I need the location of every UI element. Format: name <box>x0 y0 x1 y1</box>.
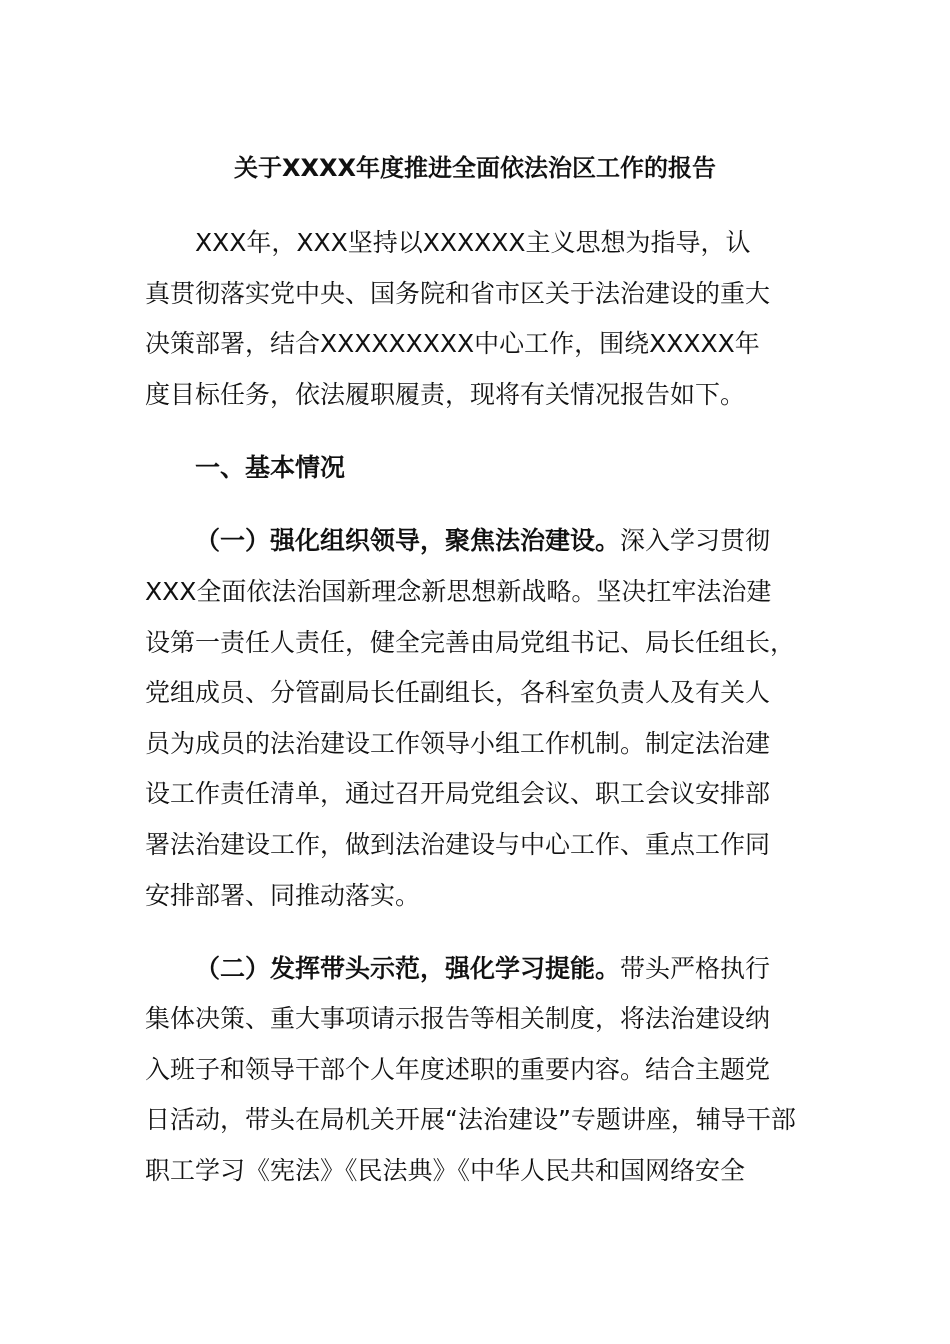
intro-line-3: 决策部署，结合XXXXXXXXX中心工作，围绕XXXXX年 <box>145 329 760 358</box>
sub1-line-5: 员为成员的法治建设工作领导小组工作机制。制定法治建 <box>145 729 771 758</box>
sub1-first-line <box>195 524 770 558</box>
intro-line-2: 真贯彻落实党中央、国务院和省市区关于法治建设的重大 <box>145 279 771 308</box>
sub1-line-3: 设第一责任人责任，健全完善由局党组书记、局长任组长， <box>145 628 796 657</box>
sub2-line-3: 入班子和领导干部个人年度述职的重要内容。结合主题党 <box>145 1055 771 1084</box>
sub2-line-5: 职工学习《宪法》《民法典》《中华人民共和国网络安全 <box>145 1156 746 1185</box>
sub2-first-line <box>195 952 770 986</box>
sub2-lead: （二）发挥带头示范，强化学习提能。 <box>195 954 621 983</box>
sub2-line-4: 日活动，带头在局机关开展“法治建设”专题讲座，辅导干部 <box>145 1105 796 1134</box>
sub1-line-2: XXX全面依法治国新理念新思想新战略。坚决扛牢法治建 <box>145 577 772 606</box>
section-heading: 一、基本情况 <box>195 453 346 482</box>
sub1-line-4: 党组成员、分管副局长任副组长，各科室负责人及有关人 <box>145 678 771 707</box>
sub1-lead: （一）强化组织领导，聚焦法治建设。 <box>195 526 621 555</box>
sub1-line-6: 设工作责任清单，通过召开局党组会议、职工会议安排部 <box>145 779 771 808</box>
sub1-line-7: 署法治建设工作，做到法治建设与中心工作、重点工作同 <box>145 830 771 859</box>
intro-line-4: 度目标任务，依法履职履责，现将有关情况报告如下。 <box>145 380 746 409</box>
sub1-line-8: 安排部署、同推动落实。 <box>145 881 421 910</box>
intro-line-1: XXX年，XXX坚持以XXXXXX主义思想为指导，认 <box>195 228 751 257</box>
sub2-first-rest: 带头严格执行 <box>620 954 771 983</box>
document-title: 关于XXXX年度推进全面依法治区工作的报告 <box>233 154 716 182</box>
sub1-first-rest: 深入学习贯彻 <box>620 526 771 555</box>
sub2-line-2: 集体决策、重大事项请示报告等相关制度，将法治建设纳 <box>145 1004 771 1033</box>
